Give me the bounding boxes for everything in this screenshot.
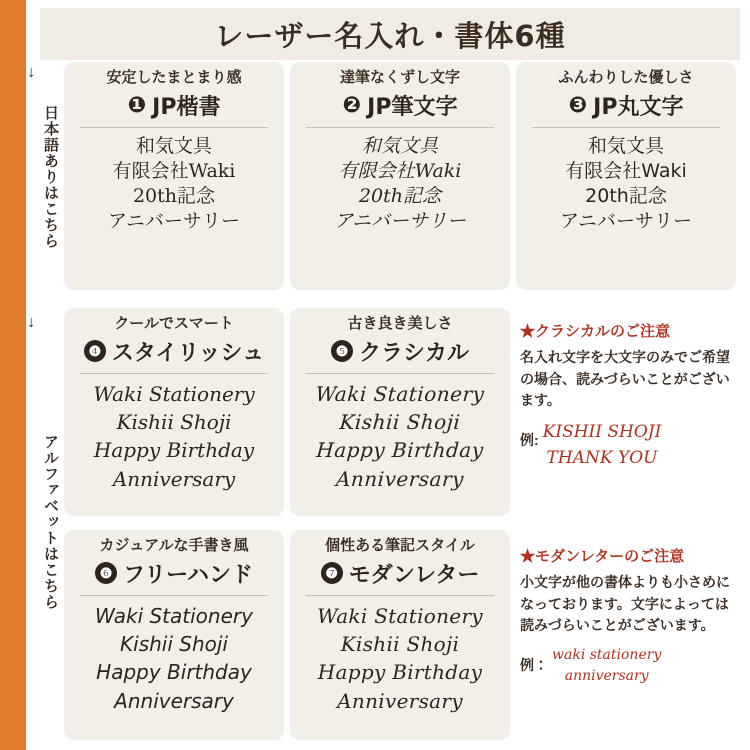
card-caption: 個性ある筆記スタイル [325, 537, 475, 554]
sample-line: Happy Birthday [93, 438, 255, 463]
font-card-freehand[interactable] [64, 530, 284, 740]
note-title: ★モダンレターのご注意 [520, 548, 685, 565]
sample-line: 和気文具 [135, 134, 212, 157]
card-sample [70, 380, 278, 494]
sample-line: アニバーサリー [559, 209, 693, 232]
page-header [40, 8, 740, 60]
sample-line: 有限会社Waki [112, 159, 236, 182]
card-caption: ふんわりした優しさ [558, 69, 694, 86]
card-name-row [70, 558, 278, 589]
sample-line: Anniversary [112, 466, 236, 491]
font-card-jp-fudemoji[interactable] [290, 62, 510, 290]
sample-line: Happy Birthday [96, 660, 252, 685]
sample-line: Anniversary [114, 688, 234, 713]
page-title: レーザー名入れ・書体6種 [214, 18, 566, 53]
font-card-modern-letter[interactable] [290, 530, 510, 740]
note-example-line: anniversary [564, 668, 649, 685]
card-name-row [70, 336, 278, 367]
note-example-row [520, 420, 736, 471]
note-example-label: 例： [520, 657, 548, 674]
note-example-line: waki stationery [552, 647, 662, 664]
card-number-badge: ❻ [95, 562, 117, 584]
divider [306, 127, 494, 128]
font-card-stylish[interactable] [64, 308, 284, 516]
sample-line: Happy Birthday [317, 660, 483, 685]
sample-line: Kishii Shoji [340, 631, 460, 656]
card-caption: 古き良き美しさ [347, 315, 453, 332]
divider [80, 127, 268, 128]
card-name-row [296, 90, 504, 121]
side-label-japanese [24, 62, 59, 292]
sample-line: Happy Birthday [315, 438, 485, 463]
card-caption: 達筆なくずし文字 [339, 69, 460, 86]
card-number-badge: ❺ [331, 340, 353, 362]
note-classical [520, 320, 736, 471]
card-number-badge: ❼ [321, 562, 343, 584]
divider [80, 595, 268, 596]
note-example-row [520, 645, 736, 687]
sample-line: アニバーサリー [107, 209, 241, 232]
side-label-alphabet [24, 312, 59, 732]
sample-line: Anniversary [335, 466, 465, 491]
sample-line: Kishii Shoji [120, 631, 228, 656]
note-example [552, 645, 661, 687]
sample-line: Waki Stationery [93, 381, 255, 406]
card-name-row [296, 558, 504, 589]
card-name: JP楷書 [152, 94, 221, 120]
sample-line: Kishii Shoji [116, 409, 232, 434]
card-name-row [522, 90, 730, 121]
font-card-classical[interactable] [290, 308, 510, 516]
card-number: ❶ [127, 92, 147, 118]
card-sample [70, 134, 278, 234]
note-example-line: KISHII SHOJI [542, 422, 662, 443]
font-card-jp-marumoji[interactable] [516, 62, 736, 290]
card-number: ❸ [568, 92, 588, 118]
card-sample [296, 602, 504, 716]
sample-line: Waki Stationery [314, 381, 486, 406]
card-caption: クールでスマート [114, 315, 234, 332]
sample-line: 有限会社Waki [565, 159, 687, 182]
left-accent-bar [0, 0, 26, 750]
sample-line: 20th記念 [358, 184, 442, 207]
arrow-icon: → [24, 64, 42, 82]
sample-line: Anniversary [337, 688, 463, 713]
side-label-japanese-text: 日本語ありはこちら [42, 105, 59, 249]
card-number-badge: ❹ [84, 340, 106, 362]
card-sample [70, 602, 278, 716]
divider [306, 373, 494, 374]
divider [306, 595, 494, 596]
card-name: モダンレター [348, 562, 480, 588]
sample-line: Waki Stationery [95, 603, 253, 628]
font-card-jp-kaisho[interactable] [64, 62, 284, 290]
card-caption: カジュアルな手書き風 [99, 537, 249, 554]
card-name-row [296, 336, 504, 367]
card-sample [296, 134, 504, 234]
arrow-icon: → [24, 314, 42, 332]
card-name: フリーハンド [122, 562, 254, 588]
sample-line: Kishii Shoji [338, 409, 462, 434]
sample-line: Waki Stationery [317, 603, 483, 628]
sample-line: 有限会社Waki [338, 159, 462, 182]
card-name: JP丸文字 [593, 94, 684, 120]
card-name: クラシカル [358, 340, 469, 366]
note-modern-letter [520, 545, 736, 687]
sample-line: アニバーサリー [333, 209, 467, 232]
note-example [543, 420, 662, 471]
note-title: ★クラシカルのご注意 [520, 323, 671, 340]
card-name: JP筆文字 [367, 94, 458, 120]
card-name-row [70, 90, 278, 121]
card-sample [522, 134, 730, 234]
divider [532, 127, 720, 128]
note-example-label: 例: [520, 432, 539, 449]
sample-line: 和気文具 [587, 134, 664, 157]
sample-line: 20th記念 [585, 184, 667, 207]
card-sample [296, 380, 504, 494]
card-number: ❷ [342, 92, 362, 118]
note-body: 小文字が他の書体よりも小さめになっております。文字によっては読みづらいことがございます。 [520, 574, 730, 634]
note-body: 名入れ文字を大文字のみでご希望の場合、読みづらいことがございます。 [520, 349, 730, 409]
sample-line: 和気文具 [361, 134, 438, 157]
sample-line: 20th記念 [132, 184, 216, 207]
side-label-alphabet-text: アルファベットはこちら [42, 434, 59, 610]
note-example-line: THANK YOU [546, 447, 658, 468]
card-name: スタイリッシュ [111, 340, 265, 366]
card-caption: 安定したまとまり感 [106, 69, 242, 86]
divider [80, 373, 268, 374]
